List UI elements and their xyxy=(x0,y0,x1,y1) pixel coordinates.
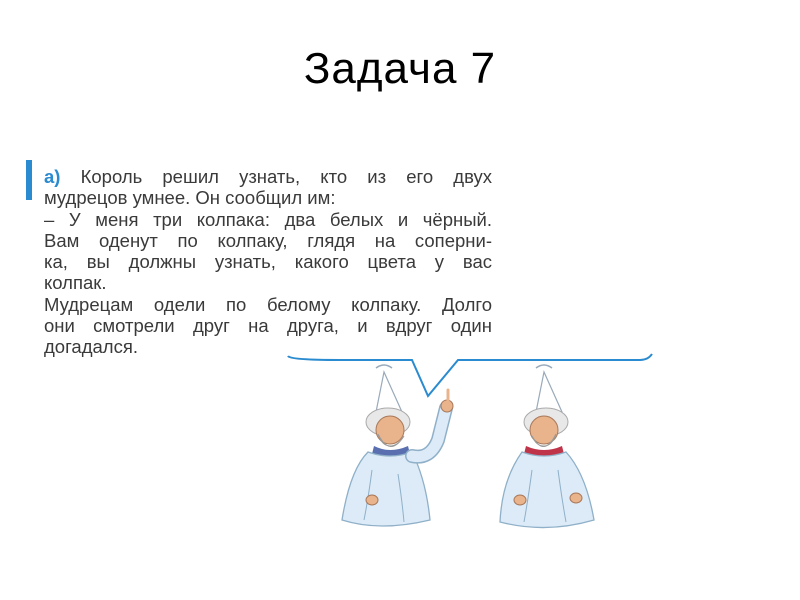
task-line-8: они смотрели друг на друга, и вдруг один xyxy=(44,315,492,337)
left-sage-figure xyxy=(342,365,453,526)
task-line-1-text: Король решил узнать, кто из его двух xyxy=(80,166,493,187)
task-line-5: ка, вы должны узнать, какого цвета у вас xyxy=(44,251,492,273)
task-line-9: догадался. xyxy=(44,336,138,358)
task-line-4: Вам оденут по колпаку, глядя на соперни- xyxy=(44,229,492,251)
task-line-2: мудрецов умнее. Он сообщил им: xyxy=(44,187,336,209)
task-line-1 xyxy=(44,166,492,187)
task-marker: а) xyxy=(44,166,61,187)
speech-bubble-line xyxy=(288,354,652,396)
right-sage-figure xyxy=(500,365,594,528)
right-sage-robe xyxy=(500,452,594,528)
task-line-3: – У меня три колпака: два белых и чёрный. xyxy=(44,208,492,230)
task-line-6: колпак. xyxy=(44,272,107,294)
sages-illustration xyxy=(280,350,660,540)
slide-title: Задача 7 xyxy=(303,44,497,93)
task-text xyxy=(44,166,492,358)
task-accent-bar xyxy=(26,160,32,200)
task-line-7: Мудрецам одели по белому колпаку. Долго xyxy=(44,293,492,315)
